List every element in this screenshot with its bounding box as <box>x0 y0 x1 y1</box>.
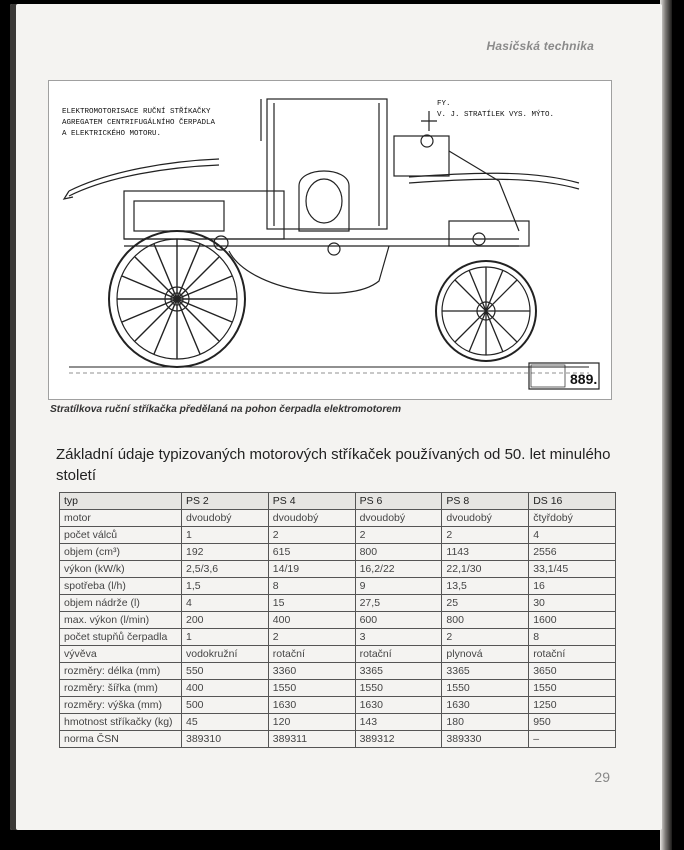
row-label-cell: objem (cm³) <box>60 544 182 561</box>
table-row <box>60 629 616 646</box>
table-header-cell: PS 4 <box>268 493 355 510</box>
table-row <box>60 612 616 629</box>
table-cell: 27,5 <box>355 595 442 612</box>
row-label-cell: vývěva <box>60 646 182 663</box>
table-row <box>60 697 616 714</box>
table-row <box>60 544 616 561</box>
specs-table <box>59 492 616 748</box>
row-label-cell: počet stupňů čerpadla <box>60 629 182 646</box>
table-cell: 13,5 <box>442 578 529 595</box>
table-cell: 1550 <box>442 680 529 697</box>
table-cell: 15 <box>268 595 355 612</box>
table-cell: 45 <box>182 714 269 731</box>
row-label-cell: max. výkon (l/min) <box>60 612 182 629</box>
table-cell: – <box>529 731 616 748</box>
table-cell: 25 <box>442 595 529 612</box>
table-cell: 8 <box>529 629 616 646</box>
table-cell: 400 <box>182 680 269 697</box>
table-cell: 389330 <box>442 731 529 748</box>
table-cell: dvoudobý <box>442 510 529 527</box>
table-cell: 800 <box>355 544 442 561</box>
table-cell: 33,1/45 <box>529 561 616 578</box>
row-label-cell: hmotnost stříkačky (kg) <box>60 714 182 731</box>
table-header-cell: PS 6 <box>355 493 442 510</box>
fire-engine-drawing <box>49 81 611 399</box>
row-label-cell: spotřeba (l/h) <box>60 578 182 595</box>
table-cell: 389312 <box>355 731 442 748</box>
table-header-row <box>60 493 616 510</box>
section-heading: Základní údaje typizovaných motorových stříkaček používaných od 50. let minulého století <box>56 446 611 484</box>
table-header-cell: PS 8 <box>442 493 529 510</box>
table-cell: 192 <box>182 544 269 561</box>
table-row <box>60 578 616 595</box>
book-page <box>10 4 662 830</box>
table-cell: 1550 <box>268 680 355 697</box>
table-cell: 3650 <box>529 663 616 680</box>
table-header-cell: DS 16 <box>529 493 616 510</box>
table-cell: 550 <box>182 663 269 680</box>
table-header-cell: typ <box>60 493 182 510</box>
table-cell: 1630 <box>268 697 355 714</box>
table-cell: 22,1/30 <box>442 561 529 578</box>
table-cell: 615 <box>268 544 355 561</box>
table-cell: 1600 <box>529 612 616 629</box>
table-cell: 200 <box>182 612 269 629</box>
table-cell: 389311 <box>268 731 355 748</box>
table-cell: 180 <box>442 714 529 731</box>
table-cell: 1 <box>182 527 269 544</box>
table-cell: 1,5 <box>182 578 269 595</box>
table-cell: rotační <box>355 646 442 663</box>
row-label-cell: motor <box>60 510 182 527</box>
table-cell: 120 <box>268 714 355 731</box>
page-number: 29 <box>594 769 610 785</box>
maker-line-2: V. J. STRATÍLEK VYS. MÝTO. <box>437 111 555 119</box>
table-cell: dvoudobý <box>182 510 269 527</box>
table-cell: plynová <box>442 646 529 663</box>
drawing-title-line-3: A ELEKTRICKÉHO MOTORU. <box>62 130 162 138</box>
table-cell: rotační <box>529 646 616 663</box>
table-cell: 8 <box>268 578 355 595</box>
table-row <box>60 646 616 663</box>
table-cell: 389310 <box>182 731 269 748</box>
table-row <box>60 510 616 527</box>
figure-caption: Stratílkova ruční stříkačka předělaná na pohon čerpadla elektromotorem <box>50 404 402 415</box>
running-header: Hasičská technika <box>486 39 594 53</box>
row-label-cell: rozměry: výška (mm) <box>60 697 182 714</box>
table-cell: 1630 <box>355 697 442 714</box>
drawing-title-line-1: ELEKTROMOTORISACE RUČNÍ STŘÍKAČKY <box>62 108 211 116</box>
table-cell: 16 <box>529 578 616 595</box>
table-cell: 2556 <box>529 544 616 561</box>
table-row <box>60 663 616 680</box>
technical-drawing <box>48 80 612 400</box>
table-cell: 4 <box>182 595 269 612</box>
table-row <box>60 714 616 731</box>
table-header-cell: PS 2 <box>182 493 269 510</box>
row-label-cell: počet válců <box>60 527 182 544</box>
table-cell: 600 <box>355 612 442 629</box>
table-cell: 1550 <box>529 680 616 697</box>
table-cell: 3 <box>355 629 442 646</box>
table-row <box>60 680 616 697</box>
table-cell: 2 <box>268 527 355 544</box>
table-cell: rotační <box>268 646 355 663</box>
row-label-cell: norma ČSN <box>60 731 182 748</box>
table-cell: 16,2/22 <box>355 561 442 578</box>
table-cell: 3365 <box>442 663 529 680</box>
table-cell: 3365 <box>355 663 442 680</box>
table-cell: 1630 <box>442 697 529 714</box>
table-cell: čtyřdobý <box>529 510 616 527</box>
table-cell: 143 <box>355 714 442 731</box>
row-label-cell: rozměry: šířka (mm) <box>60 680 182 697</box>
table-cell: dvoudobý <box>268 510 355 527</box>
table-cell: dvoudobý <box>355 510 442 527</box>
table-cell: 800 <box>442 612 529 629</box>
table-row <box>60 731 616 748</box>
table-cell: 14/19 <box>268 561 355 578</box>
table-cell: 2 <box>442 629 529 646</box>
table-cell: 2 <box>355 527 442 544</box>
table-cell: 1550 <box>355 680 442 697</box>
table-cell: 2 <box>268 629 355 646</box>
table-row <box>60 561 616 578</box>
table-cell: 1250 <box>529 697 616 714</box>
table-cell: 30 <box>529 595 616 612</box>
stamp-number: 889. <box>570 371 598 387</box>
table-cell: 4 <box>529 527 616 544</box>
table-row <box>60 595 616 612</box>
table-cell: 2,5/3,6 <box>182 561 269 578</box>
drawing-title-line-2: AGREGATEM CENTRIFUGÁLNÍHO ČERPADLA <box>62 119 216 127</box>
row-label-cell: rozměry: délka (mm) <box>60 663 182 680</box>
row-label-cell: výkon (kW/k) <box>60 561 182 578</box>
maker-line-1: FY. <box>437 100 451 108</box>
table-cell: 1143 <box>442 544 529 561</box>
table-cell: 2 <box>442 527 529 544</box>
table-row <box>60 527 616 544</box>
table-cell: 950 <box>529 714 616 731</box>
table-cell: 1 <box>182 629 269 646</box>
table-cell: vodokružní <box>182 646 269 663</box>
table-cell: 3360 <box>268 663 355 680</box>
row-label-cell: objem nádrže (l) <box>60 595 182 612</box>
table-cell: 400 <box>268 612 355 629</box>
table-cell: 500 <box>182 697 269 714</box>
table-cell: 9 <box>355 578 442 595</box>
